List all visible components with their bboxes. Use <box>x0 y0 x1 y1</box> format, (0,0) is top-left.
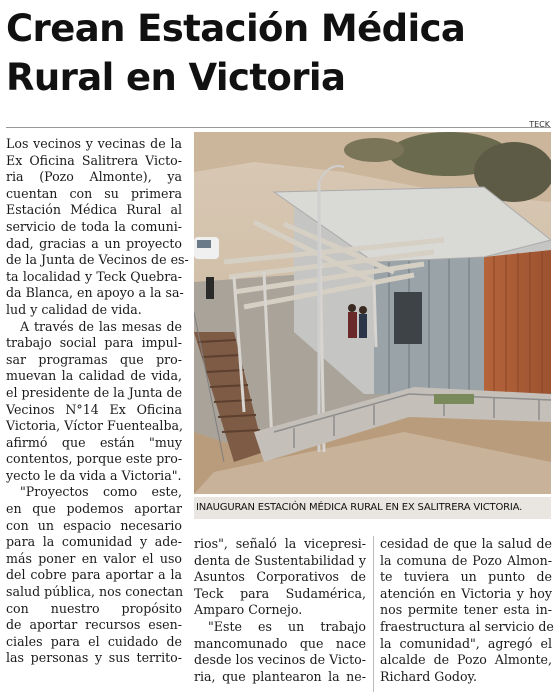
article-text-line: te tuviera un punto de <box>380 569 552 585</box>
article-text-line: Asuntos Corporativos de <box>194 569 366 585</box>
article-text-line: la comunidad", agregó el <box>380 635 552 651</box>
article-text-line: rios", señaló la vicepresi- <box>194 536 366 551</box>
article-text-line: la comuna de Pozo Almon- <box>380 552 552 568</box>
article-text-line: A través de las mesas de <box>20 318 182 334</box>
article-text-line: salud pública, nos conectan <box>6 584 184 600</box>
medical-station-photo <box>194 132 551 494</box>
article-text-line: más poner en valor el uso <box>6 550 182 566</box>
article-text-line: ciales para el cuidado de <box>6 633 182 649</box>
headline-divider <box>6 127 551 128</box>
article-text-line: "Proyectos como este, <box>20 484 182 500</box>
article-text-line: del cobre para aportar a la <box>6 567 182 583</box>
article-text-line: lud y calidad de vida. <box>6 301 142 317</box>
article-text-line: Vecinos N°14 Ex Oficina <box>6 401 182 417</box>
headline-line-2: Rural en Victoria <box>6 56 346 99</box>
article-text-line: el presidente de la Junta de <box>6 384 183 400</box>
article-text-line: fraestructura al servicio de <box>380 618 554 634</box>
article-text-line: Los vecinos y vecinas de la <box>6 136 182 151</box>
article-text-line: servicio de toda la comuni- <box>6 218 182 234</box>
article-text-line: Ex Oficina Salitrera Victo- <box>6 152 182 168</box>
article-text-line: ria, que plantearon la ne- <box>194 668 366 684</box>
article-text-line: dad, gracias a un proyecto <box>6 235 182 251</box>
article-text-line: ria (Pozo Almonte), ya <box>6 169 182 185</box>
article-text-line: atención en Victoria y hoy <box>380 585 552 601</box>
article-text-line: yecto le da vida a Victoria". <box>6 467 182 483</box>
article-text-line: en que podemos aportar <box>6 501 182 517</box>
article-text-line: las personas y sus territo- <box>6 650 182 666</box>
article-text-line: desde los vecinos de Victo- <box>194 652 366 668</box>
article-text-line: "Este es un trabajo <box>208 618 366 634</box>
article-column-2 <box>194 536 366 685</box>
article-photo <box>194 132 551 494</box>
article-text-line: cesidad de que la salud de <box>380 536 552 551</box>
column-divider <box>373 536 374 692</box>
headline-line-1: Crean Estación Médica <box>6 7 466 50</box>
photo-credit: TECK <box>529 120 550 129</box>
article-text-line: con nuestro propósito <box>6 600 182 616</box>
article-text-line: Amparo Cornejo. <box>194 602 303 618</box>
article-text-line: para la comunidad y ade- <box>6 534 182 550</box>
article-text-line: Estación Médica Rural al <box>6 202 182 218</box>
article-text-line: de aportar recursos esen- <box>6 617 182 633</box>
article-text-line: cuentan con su primera <box>6 185 182 201</box>
article-text-line: ta localidad y Teck Quebra- <box>6 268 182 284</box>
article-text-line: alcalde de Pozo Almonte, <box>380 652 552 668</box>
article-text-line: sar programas que pro- <box>6 351 182 367</box>
article-text-line: Teck para Sudamérica, <box>194 585 366 601</box>
article-text-line: denta de Sustentabilidad y <box>194 552 366 568</box>
article-text-line: mancomunado que nace <box>194 635 366 651</box>
article-text-line: nos permite tener esta in- <box>380 602 552 618</box>
article-headline <box>6 4 551 102</box>
article-text-line: Richard Godoy. <box>380 668 477 684</box>
article-column-3 <box>380 536 552 685</box>
article-text-line: con un espacio necesario <box>6 517 182 533</box>
article-column-1 <box>6 136 189 667</box>
article-text-line: Victoria, Víctor Fuentealba, <box>6 418 184 434</box>
article-text-line: de la Junta de Vecinos de es- <box>6 252 189 268</box>
article-text-line: trabajo social para impul- <box>6 335 182 351</box>
article-text-line: contentos, porque este pro- <box>6 451 183 467</box>
article-text-line: muevan la calidad de vida, <box>6 368 182 384</box>
photo-caption: INAUGURAN ESTACIÓN MÉDICA RURAL EN EX SALITRERA VICTORIA. <box>194 497 551 519</box>
article-text-line: afirmó que están "muy <box>6 434 182 450</box>
article-text-line: da Blanca, en apoyo a la sa- <box>6 285 184 301</box>
